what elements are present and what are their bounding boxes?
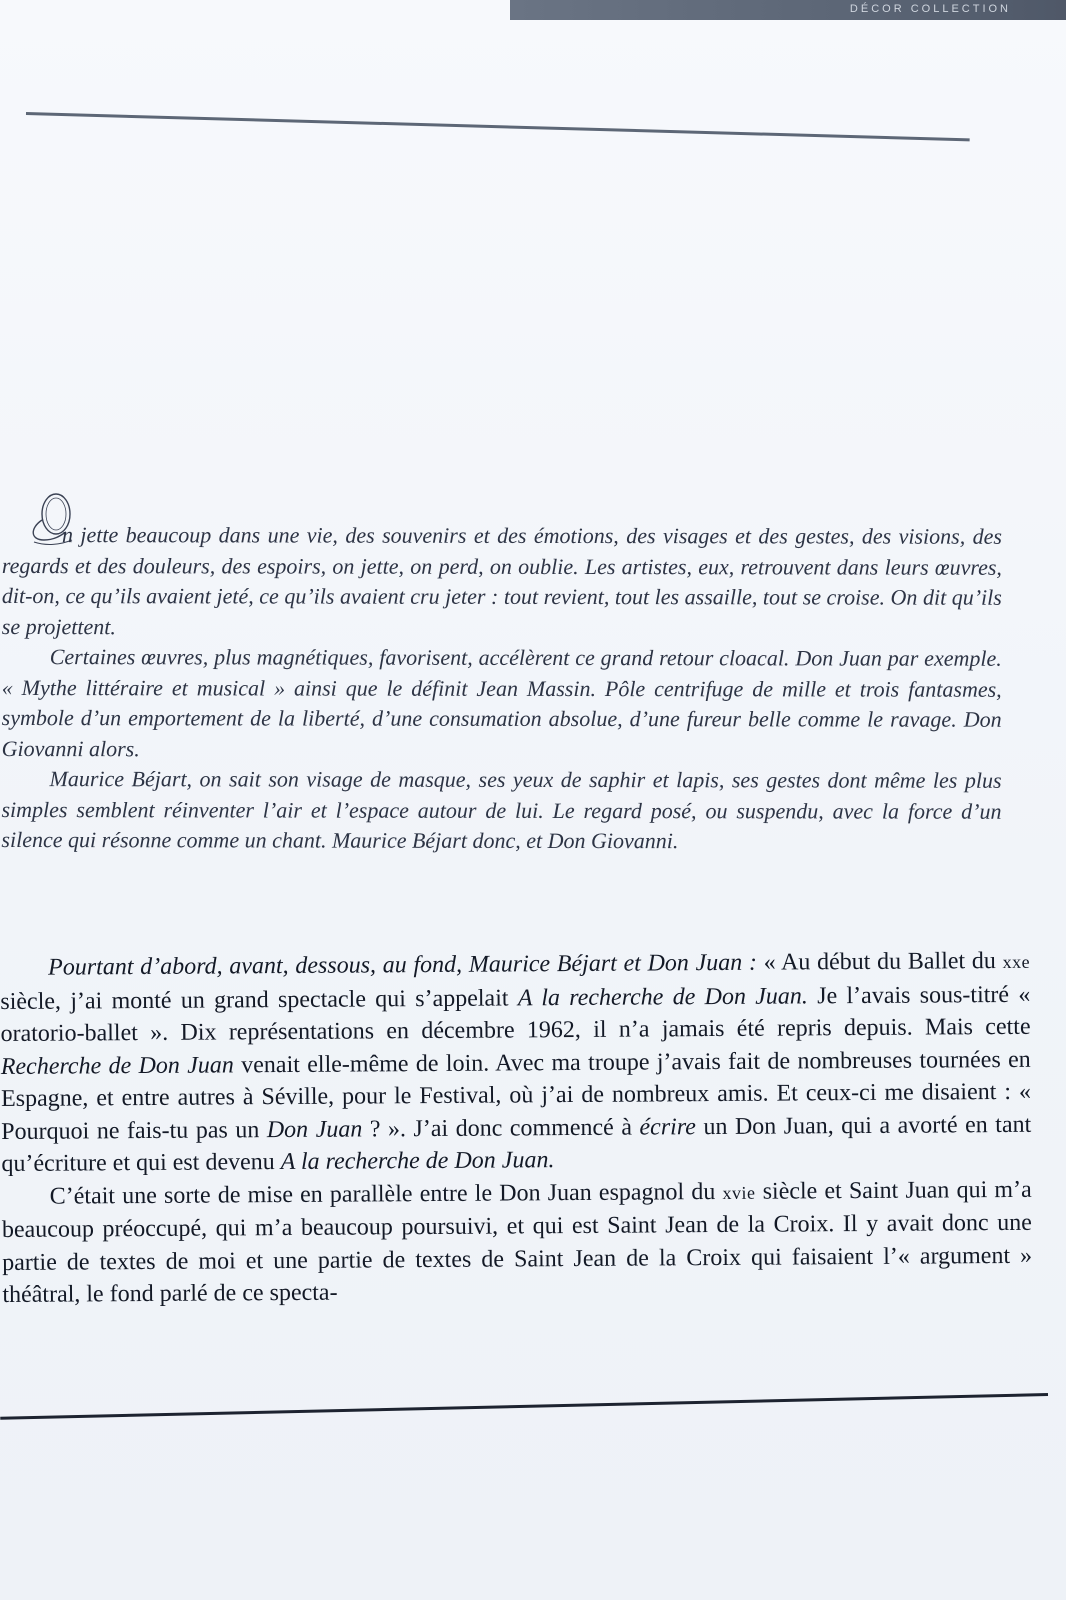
intro-paragraph-1: n jette beaucoup dans une vie, des souvenirs et des émotions, des visages et des gestes, des visions, des regards et des douleurs, des espoirs, on jette, on perd, on oublie. Les artistes, eux, retrouvent dans leurs œuvres, dit-on, ce qu’ils avaient jeté, ce qu’ils avaient cru jeter : tout revient, tout les assaille, tout se croise. On dit qu’ils se projettent. (1, 522, 1002, 639)
italic-introduction (1, 520, 1002, 857)
work-title: Don Juan (266, 1115, 363, 1143)
work-title: A la recherche de Don Juan. (280, 1147, 555, 1176)
work-title: A la recherche de Don Juan. (517, 982, 808, 1011)
emphasis-word: écrire (639, 1113, 696, 1141)
body-paragraph-2: C’était une sorte de mise en parallèle entre le Don Juan espagnol du xvie siècle et Saint Juan qui m’a beaucoup préoccupé, qui m’a beaucoup poursuivi, et qui est Saint Jean de la Croix. Il y avait donc une partie de textes de moi et une partie de textes de Saint Jean de la Croix qui faisaient l’« argument » théâtral, le fond parlé de ce specta- (1, 1176, 1033, 1308)
facing-page-strip (510, 0, 1066, 20)
work-title: Recherche de Don Juan (0, 1051, 234, 1080)
strip-text: DÉCOR COLLECTION (849, 3, 1011, 15)
intro-paragraph-3: Maurice Béjart, on sait son visage de masque, ses yeux de saphir et lapis, ses gestes dont même les plus simples semblent réinventer l’air et l’espace autour de lui. Le regard posé, ou suspendu, avec la force d’un silence qui résonne comme un chant. Maurice Béjart donc, et Don Giovanni. (1, 766, 1002, 854)
century-numeral: xvie (722, 1182, 756, 1203)
body-paragraph-1: Pourtant d’abord, avant, dessous, au fond, Maurice Béjart et Don Juan : « Au début du Ballet du xxe siècle, j’ai monté un grand spectacle qui s’appelait A la recherche de Don Juan. Je l’avais sous-titré « oratorio-ballet ». Dix représentations en décembre 1962, il n’a jamais été repris depuis. Mais cette Recherche de Don Juan venait elle-même de loin. Avec ma troupe j’avais fait de nombreuses tournées en Espagne, et entre autres à Séville, pour le Festival, où j’ai de nombreux amis. Et ceux-ci me disaient : « Pourquoi ne fais-tu pas un Don Juan ? ». J’ai donc commencé à écrire un Don Juan, qui a avorté en tant qu’écriture et qui est devenu A la recherche de Don Juan. (0, 948, 1032, 1177)
top-divider-rule (26, 112, 970, 141)
body-p1-lead: Pourtant d’abord, avant, dessous, au fond, Maurice Béjart et Don Juan : (48, 949, 758, 981)
intro-paragraph-2: Certaines œuvres, plus magnétiques, favorisent, accélèrent ce grand retour cloacal. Don Juan par exemple. « Mythe littéraire et musical » ainsi que le définit Jean Massin. Pôle centrifuge de mille et trois fantasmes, symbole d’un emportement de la liberté, d’une consumation absolue, d’une fureur belle comme le ravage. Don Giovanni alors. (1, 644, 1002, 761)
bottom-divider-rule (0, 1393, 1048, 1420)
century-numeral: xxe (1002, 951, 1031, 973)
main-body-text (0, 945, 1032, 1312)
